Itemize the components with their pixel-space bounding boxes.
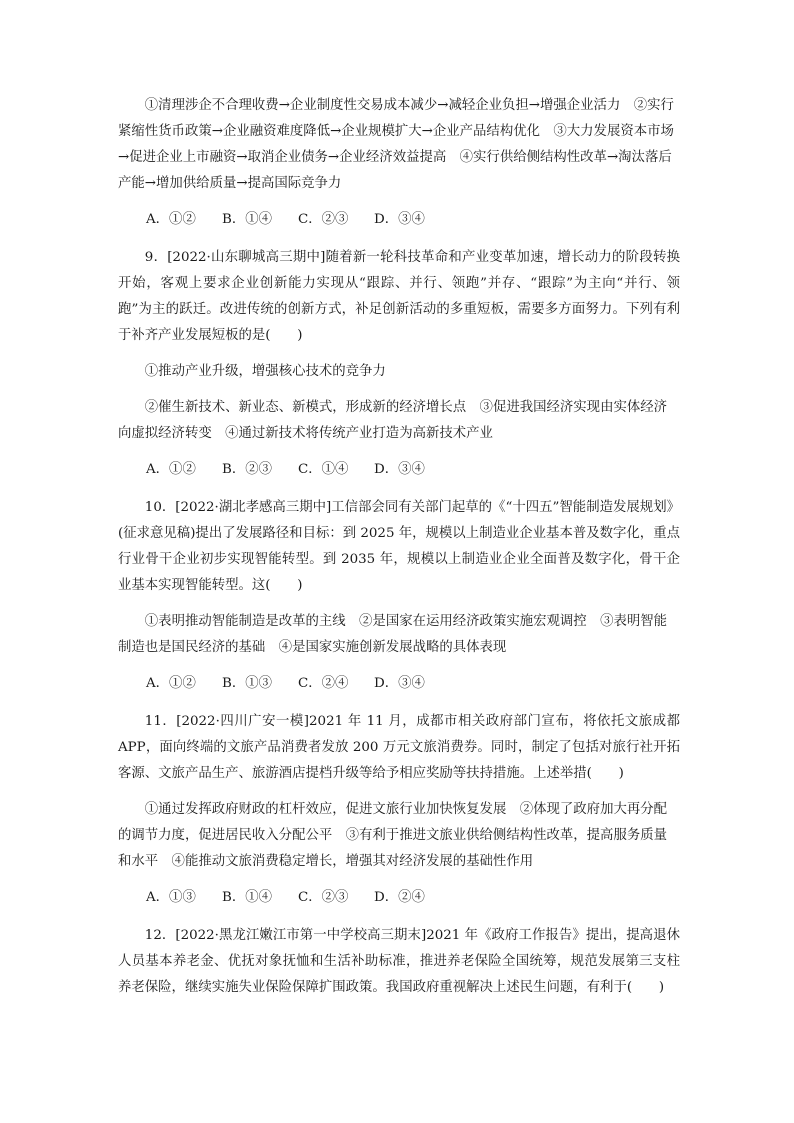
q9-answer-choices: [118, 457, 680, 483]
choice-d[interactable]: D．③④: [374, 212, 425, 227]
choice-a[interactable]: A．①③: [146, 890, 196, 905]
choice-b[interactable]: B．①④: [222, 212, 273, 227]
choice-b[interactable]: B．②③: [222, 462, 273, 477]
choice-c[interactable]: C．①④: [298, 462, 349, 477]
choice-d[interactable]: D．②④: [374, 890, 425, 905]
choice-c[interactable]: C．②③: [298, 890, 349, 905]
choice-d[interactable]: D．③④: [374, 462, 425, 477]
q10-answer-choices: [118, 671, 680, 697]
q8-options: ①清理涉企不合理收费→企业制度性交易成本减少→减轻企业负担→增强企业活力 ②实行紧缩性货币政策→企业融资难度降低→企业规模扩大→企业产品结构优化 ③大力发展资本市场→促进企业上市融资→取消企业债务→企业经济效益提高 ④实行供给侧结构性改革→淘汰落后产能→增加供给质量→提高国际竞争力: [118, 98, 674, 191]
document-page: [118, 93, 680, 1001]
choice-d[interactable]: D．③④: [374, 676, 425, 691]
q10-stem: 10．[2022·湖北孝感高三期中]工信部会同有关部门起草的《“十四五”智能制造发展规划》(征求意见稿)提出了发展路径和目标：到 2025 年，规模以上制造业企业基本普及数字化，重点行业骨干企业初步实现智能转型。到 2035 年，规模以上制造业企业全面普及数字化，骨干企业基本实现智能转型。这( ): [118, 500, 680, 593]
choice-a[interactable]: A．①②: [146, 462, 196, 477]
q12-stem: 12．[2022·黑龙江嫩江市第一中学校高三期末]2021 年《政府工作报告》提出，提高退休人员基本养老金、优抚对象抚恤和生活补助标准，推进养老保险全国统筹，规范发展第三支柱养老保险，继续实施失业保险保障扩围政策。我国政府重视解决上述民生问题，有利于( ): [118, 928, 680, 995]
q8-answer-choices: [118, 207, 680, 233]
choice-b[interactable]: B．①④: [222, 890, 273, 905]
q9-options-2-4: ②催生新技术、新业态、新模式，形成新的经济增长点 ③促进我国经济实现由实体经济向虚拟经济转变 ④通过新技术将传统产业打造为高新技术产业: [118, 400, 668, 441]
choice-a[interactable]: A．①②: [146, 212, 196, 227]
choice-c[interactable]: C．②④: [298, 676, 349, 691]
q9-stem: 9．[2022·山东聊城高三期中]随着新一轮科技革命和产业变革加速，增长动力的阶段转换开始，客观上要求企业创新能力实现从“跟踪、并行、领跑”并存、“跟踪”为主向“并行、领跑”为主的跃迁。改进传统的创新方式，补足创新活动的多重短板，需要多方面努力。下列有利于补齐产业发展短板的是( ): [118, 250, 680, 343]
q10-options: ①表明推动智能制造是改革的主线 ②是国家在运用经济政策实施宏观调控 ③表明智能制造也是国民经济的基础 ④是国家实施创新发展战略的具体表现: [118, 614, 668, 655]
q11-options: ①通过发挥政府财政的杠杆效应，促进文旅行业加快恢复发展 ②体现了政府加大再分配的调节力度，促进居民收入分配公平 ③有利于推进文旅业供给侧结构性改革，提高服务质量和水平 ④能推动文旅消费稳定增长，增强其对经济发展的基础性作用: [118, 802, 668, 869]
choice-b[interactable]: B．①③: [222, 676, 273, 691]
q9-option-1: ①推动产业升级，增强核心技术的竞争力: [144, 364, 386, 379]
q11-answer-choices: [118, 885, 680, 911]
q11-stem: 11．[2022·四川广安一模]2021 年 11 月，成都市相关政府部门宣布，将依托文旅成都APP，面向终端的文旅产品消费者发放 200 万元文旅消费券。同时，制定了包括对旅行社开拓客源、文旅产品生产、旅游酒店提档升级等给予相应奖励等扶持措施。上述举措( ): [118, 714, 680, 781]
choice-a[interactable]: A．①②: [146, 676, 196, 691]
choice-c[interactable]: C．②③: [298, 212, 349, 227]
